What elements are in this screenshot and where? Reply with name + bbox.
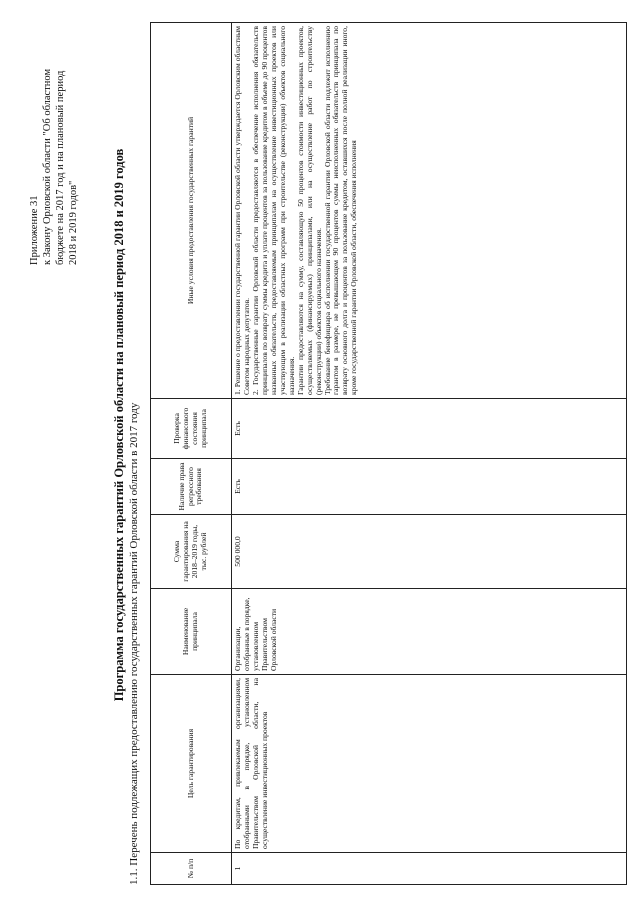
table-header-row [151, 23, 232, 885]
cell-check: Есть [232, 399, 627, 459]
cell-amount: 500 000,0 [232, 515, 627, 589]
appendix-line: бюджете на 2017 год и на плановый период [55, 70, 67, 265]
header-amount: Сумма гарантирования на 2018–2019 годы, тыс. рублей [151, 515, 232, 589]
section-subtitle: 1.1. Перечень подлежащих предоставлению государственных гарантий Орловской области в 2017 году [128, 402, 140, 885]
header-principal: Наименование принципала [151, 589, 232, 675]
appendix-line: 2018 и 2019 годов" [68, 180, 80, 265]
guarantees-table [150, 22, 627, 885]
condition-paragraph: 1. Решение о предоставлении государственной гарантии Орловской области утверждается Орловским областным Советом народных депутатов. [233, 26, 251, 395]
header-purpose: Цель гарантирования [151, 675, 232, 853]
appendix-line: Приложение 31 [29, 195, 40, 265]
cell-purpose: По кредитам, привлекаемым организациями, отобранными в порядке, установленном Правительством Орловской области, на осуществление инвестиционных проектов [232, 675, 627, 853]
header-check: Проверка финансового состояния принципала [151, 399, 232, 459]
condition-paragraph: 2. Государственные гарантии Орловской области предоставляются в обеспечение исполнения обязательств принципалов по возврату суммы кредита и уплате процентов за пользование кредитом в объеме до 90 процентов названных обязательств, предоставляемым принципалам на осуществление инвестиционных проектов или участвующим в реализации областных программ при строительстве (реконструкции) объектов социального назначения. [250, 26, 296, 395]
header-regress: Наличие права регрессного требования [151, 459, 232, 515]
appendix-line: к Закону Орловской области "Об областном [42, 68, 54, 265]
cell-num: 1 [232, 853, 627, 885]
condition-paragraph: Требование бенефициара об исполнении государственной гарантии Орловской области подлежит исполнению гарантом в размере, не превышающем 90 процентов суммы неисполненных обязательств принципала по возврату основного долга и процентов за пользование кредитом, оставшихся после полной реализации иного, кроме государственной гарантии Орловской области, обеспечения исполнения [322, 26, 359, 395]
table-row [232, 23, 627, 885]
header-num: № п/п [151, 853, 232, 885]
cell-conditions [232, 23, 627, 399]
cell-principal: Организации, отобранные в порядке, установленном Правительством Орловской области [232, 589, 627, 675]
header-conditions: Иные условия предоставления государственных гарантий [151, 23, 232, 399]
program-title: Программа государственных гарантий Орловской области на плановый период 2018 и 2019 годов [112, 148, 126, 702]
cell-regress: Есть [232, 459, 627, 515]
condition-paragraph: Гарантии предоставляются на сумму, составляющую 50 процентов стоимости инвестиционных проектов, осуществляемых (финансируемых) принципалами, или на осуществление работ по строительству (реконструкции) объектов социального назначения. [295, 26, 323, 395]
appendix-header [28, 45, 81, 265]
